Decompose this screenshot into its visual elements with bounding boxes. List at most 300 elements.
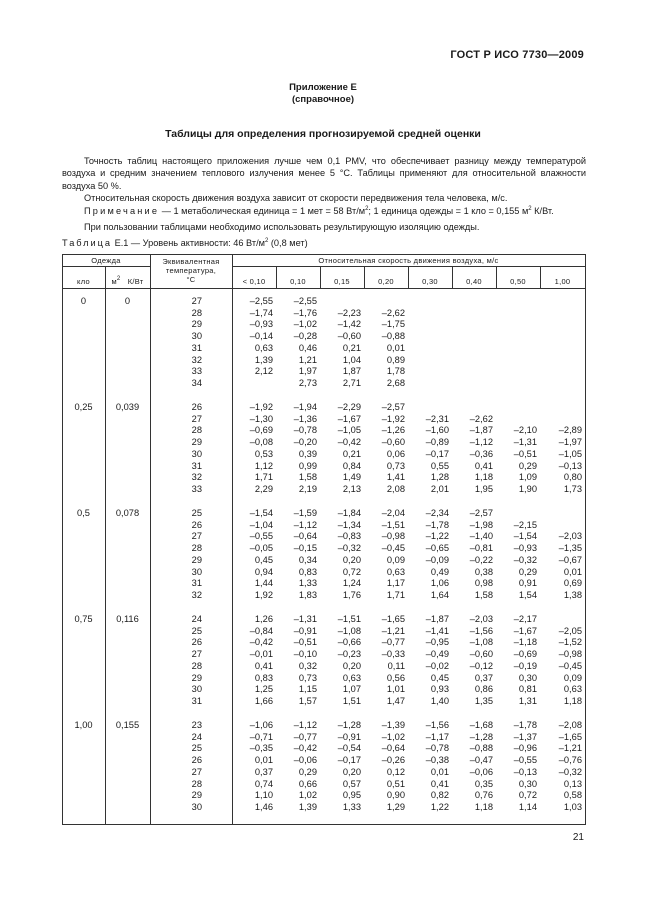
- pmv-cell: –2,55: [249, 296, 273, 306]
- pmv-cell: 1,06: [430, 578, 449, 589]
- pmv-cell: 0,13: [563, 778, 582, 789]
- pmv-cell: 1,76: [342, 589, 361, 600]
- pmv-cell: –1,59: [293, 508, 317, 518]
- pmv-cell: –2,15: [513, 519, 537, 530]
- speed-header-divider: [232, 266, 586, 267]
- pmv-cell: [408, 378, 449, 389]
- pmv-cell: 2,29: [254, 483, 273, 494]
- pmv-cell: 0,95: [342, 790, 361, 801]
- pmv-cell: –0,66: [337, 637, 361, 648]
- pmv-cell: [540, 520, 582, 531]
- header-m2: м: [111, 277, 117, 286]
- pmv-cell: –0,60: [337, 331, 361, 342]
- temperature-cell: 25: [191, 743, 202, 754]
- pmv-cell: 1,33: [298, 578, 317, 589]
- pmv-cell: –0,89: [425, 437, 449, 448]
- pmv-cell: 0,01: [430, 766, 449, 777]
- pmv-cell: 0,66: [298, 778, 317, 789]
- pmv-cell: –0,08: [249, 437, 273, 448]
- table-left-border: [62, 254, 63, 824]
- pmv-cell: –0,96: [513, 743, 537, 754]
- pmv-cell: –0,67: [558, 554, 582, 565]
- pmv-cell: 0,32: [298, 660, 317, 671]
- temperature-cell: 29: [191, 672, 202, 683]
- pmv-cell: 1,87: [342, 366, 361, 377]
- temperature-cell: 26: [191, 402, 202, 412]
- pmv-cell: –1,21: [558, 743, 582, 754]
- pmv-cell: –0,49: [425, 649, 449, 660]
- pmv-cell: –1,87: [469, 425, 493, 436]
- pmv-cell: 1,24: [342, 578, 361, 589]
- pmv-cell: 0,93: [430, 684, 449, 695]
- pmv-cell: 1,12: [254, 460, 273, 471]
- pmv-cell: –1,08: [469, 637, 493, 648]
- pmv-cell: 0,91: [518, 578, 537, 589]
- pmv-cell: –1,21: [381, 625, 405, 636]
- pmv-cell: –1,97: [558, 437, 582, 448]
- pmv-cell: –0,88: [381, 331, 405, 342]
- pmv-cell: –1,92: [249, 402, 273, 412]
- pmv-cell: 1,26: [254, 614, 273, 624]
- pmv-cell: 1,95: [474, 483, 493, 494]
- pmv-cell: 0,46: [298, 342, 317, 353]
- pmv-cell: 0,63: [563, 684, 582, 695]
- table-caption-label: Таблица: [62, 238, 113, 248]
- pmv-cell: 1,39: [298, 801, 317, 812]
- pmv-cell: –2,17: [513, 614, 537, 624]
- temperature-cell: 29: [191, 437, 202, 448]
- pmv-cell: 0,51: [386, 778, 405, 789]
- temperature-cell: 33: [191, 366, 202, 377]
- pmv-cell: 2,19: [298, 483, 317, 494]
- pmv-cell: –0,93: [513, 543, 537, 554]
- pmv-cell: 1,31: [518, 695, 537, 706]
- pmv-cell: –0,32: [337, 543, 361, 554]
- pmv-cell: [232, 378, 273, 389]
- pmv-cell: 1,64: [430, 589, 449, 600]
- pmv-cell: –0,98: [558, 649, 582, 660]
- table-top-border: [62, 254, 586, 255]
- pmv-cell: –0,55: [513, 755, 537, 766]
- pmv-cell: [540, 378, 582, 389]
- pmv-cell: –1,05: [337, 425, 361, 436]
- speed-header-divider: [452, 266, 453, 288]
- table-bottom-border: [62, 824, 586, 825]
- pmv-cell: 1,78: [386, 366, 405, 377]
- pmv-cell: 1,71: [386, 589, 405, 600]
- pmv-cell: –2,31: [425, 413, 449, 424]
- temperature-cell: 29: [191, 319, 202, 330]
- pmv-cell: –0,76: [558, 755, 582, 766]
- table-caption-text-a: Е.1 — Уровень активности: 46 Вт/м: [112, 238, 265, 248]
- pmv-cell: –0,14: [249, 331, 273, 342]
- pmv-cell: –0,45: [558, 660, 582, 671]
- pmv-cell: –1,26: [381, 425, 405, 436]
- pmv-cell: –0,64: [381, 743, 405, 754]
- pmv-cell: [408, 366, 449, 377]
- pmv-cell: 0,72: [342, 566, 361, 577]
- temperature-cell: 27: [191, 531, 202, 542]
- pmv-cell: –1,74: [249, 307, 273, 318]
- speed-header-divider: [276, 266, 277, 288]
- header-temp-line1: Эквивалентная: [162, 257, 220, 266]
- pmv-cell: –1,36: [293, 413, 317, 424]
- pmv-cell: –0,45: [381, 543, 405, 554]
- pmv-cell: 0,20: [342, 554, 361, 565]
- pmv-cell: [540, 308, 582, 319]
- table-caption-text-b: (0,8 мет): [268, 238, 308, 248]
- pmv-cell: –0,01: [249, 649, 273, 660]
- pmv-cell: 2,12: [254, 366, 273, 377]
- pmv-cell: –0,51: [293, 637, 317, 648]
- pmv-cell: 0,30: [518, 778, 537, 789]
- pmv-cell: –0,20: [293, 437, 317, 448]
- pmv-cell: [496, 319, 537, 330]
- pmv-cell: –1,12: [293, 519, 317, 530]
- pmv-cell: 0,63: [254, 342, 273, 353]
- header-m2kw: [105, 277, 150, 286]
- temperature-cell: 30: [191, 448, 202, 459]
- temperature-cell: 28: [191, 778, 202, 789]
- pmv-cell: 1,58: [298, 472, 317, 483]
- temperature-cell: 24: [191, 614, 202, 624]
- pmv-cell: –1,18: [513, 637, 537, 648]
- pmv-cell: –0,32: [558, 766, 582, 777]
- pmv-cell: 0,35: [474, 778, 493, 789]
- pmv-cell: 1,29: [386, 801, 405, 812]
- pmv-cell: –1,06: [249, 720, 273, 730]
- pmv-cell: 0,11: [387, 660, 405, 671]
- pmv-cell: –0,13: [513, 766, 537, 777]
- temperature-cell: 29: [191, 554, 202, 565]
- pmv-cell: –2,05: [558, 625, 582, 636]
- pmv-cell: 1,39: [254, 354, 273, 365]
- pmv-cell: [540, 402, 582, 413]
- paragraph-air-speed: Относительная скорость движения воздуха зависит от скорости передвижения тела человека, м/с.: [84, 193, 508, 203]
- pmv-cell: –0,77: [293, 731, 317, 742]
- speed-header-5: 0,40: [466, 277, 482, 286]
- pmv-cell: –0,69: [249, 425, 273, 436]
- pmv-cell: [496, 331, 537, 342]
- pmv-cell: [452, 366, 493, 377]
- pmv-cell: 0,89: [386, 354, 405, 365]
- pmv-cell: [452, 308, 493, 319]
- pmv-cell: 0,86: [474, 684, 493, 695]
- pmv-cell: –1,28: [469, 731, 493, 742]
- temperature-cell: 27: [191, 296, 202, 306]
- pmv-cell: –0,09: [425, 554, 449, 565]
- pmv-cell: –1,75: [381, 319, 405, 330]
- pmv-cell: –0,71: [249, 731, 273, 742]
- pmv-cell: [452, 402, 493, 413]
- pmv-cell: 0,41: [430, 778, 449, 789]
- pmv-cell: 0,37: [254, 766, 273, 777]
- pmv-cell: 1,18: [563, 695, 582, 706]
- pmv-cell: 1,03: [563, 801, 582, 812]
- pmv-cell: –1,30: [249, 413, 273, 424]
- pmv-cell: –0,13: [558, 460, 582, 471]
- pmv-cell: 0,84: [342, 460, 361, 471]
- pmv-cell: 0,20: [342, 660, 361, 671]
- note-label: Примечание: [84, 206, 160, 216]
- pmv-cell: [408, 308, 449, 319]
- temperature-cell: 23: [191, 720, 202, 730]
- pmv-cell: –0,77: [381, 637, 405, 648]
- pmv-cell: 0,58: [563, 790, 582, 801]
- pmv-cell: 1,09: [518, 472, 537, 483]
- pmv-cell: 0,81: [518, 684, 537, 695]
- temperature-cell: 26: [191, 637, 202, 648]
- pmv-cell: [408, 331, 449, 342]
- pmv-cell: 0,01: [386, 342, 405, 353]
- pmv-cell: –2,03: [469, 614, 493, 624]
- pmv-cell: –0,05: [249, 543, 273, 554]
- pmv-cell: 0,53: [254, 448, 273, 459]
- pmv-cell: 1,35: [474, 695, 493, 706]
- pmv-cell: –1,40: [469, 531, 493, 542]
- header-m2-sup: 2: [116, 276, 121, 282]
- pmv-cell: 0,20: [342, 766, 361, 777]
- temperature-cell: 31: [191, 695, 202, 706]
- speed-header-divider: [364, 266, 365, 288]
- pmv-cell: –0,95: [425, 637, 449, 648]
- pmv-cell: –0,47: [469, 755, 493, 766]
- temperature-cell: 32: [191, 472, 202, 483]
- temperature-cell: 29: [191, 790, 202, 801]
- temperature-cell: 28: [191, 543, 202, 554]
- clothing-klo: 0: [80, 296, 87, 306]
- pmv-cell: –1,17: [425, 731, 449, 742]
- pmv-cell: 1,46: [254, 801, 273, 812]
- clothing-m2kw: 0,116: [116, 614, 139, 624]
- temperature-cell: 31: [191, 460, 202, 471]
- pmv-cell: 1,10: [254, 790, 273, 801]
- pmv-cell: –0,60: [381, 437, 405, 448]
- pmv-cell: 0,37: [474, 672, 493, 683]
- pmv-cell: [496, 343, 537, 354]
- pmv-cell: 0,45: [430, 672, 449, 683]
- pmv-cell: 0,09: [386, 554, 405, 565]
- temperature-cell: 33: [191, 483, 202, 494]
- pmv-cell: –0,64: [293, 531, 317, 542]
- clothing-klo: 0,25: [74, 402, 93, 412]
- pmv-cell: –0,83: [337, 531, 361, 542]
- pmv-cell: [452, 331, 493, 342]
- pmv-cell: –1,54: [249, 508, 273, 518]
- pmv-cell: [452, 378, 493, 389]
- pmv-cell: 1,18: [474, 801, 493, 812]
- pmv-cell: –0,88: [469, 743, 493, 754]
- pmv-cell: 0,41: [474, 460, 493, 471]
- pmv-cell: 1,28: [430, 472, 449, 483]
- pmv-cell: –1,54: [513, 531, 537, 542]
- pmv-cell: [452, 319, 493, 330]
- note-text-a: — 1 метаболическая единица = 1 мет = 58 Вт/м: [159, 206, 366, 216]
- temperature-cell: 34: [191, 377, 202, 388]
- clothing-klo: 0,75: [74, 614, 93, 624]
- pmv-cell: –1,12: [469, 437, 493, 448]
- pmv-cell: 1,49: [342, 472, 361, 483]
- pmv-cell: 1,21: [298, 354, 317, 365]
- pmv-cell: 0,29: [518, 566, 537, 577]
- pmv-cell: [364, 296, 405, 307]
- pmv-cell: –2,89: [558, 425, 582, 436]
- pmv-cell: 0,29: [298, 766, 317, 777]
- temperature-cell: 25: [191, 508, 202, 518]
- pmv-cell: [408, 343, 449, 354]
- pmv-cell: –0,10: [293, 649, 317, 660]
- clothing-m2kw: 0,155: [115, 720, 140, 730]
- pmv-cell: –0,65: [425, 543, 449, 554]
- pmv-cell: –0,78: [425, 743, 449, 754]
- pmv-cell: –1,94: [293, 402, 317, 412]
- pmv-cell: 0,38: [474, 566, 493, 577]
- document-header: ГОСТ Р ИСО 7730—2009: [450, 49, 584, 61]
- pmv-cell: [452, 296, 493, 307]
- pmv-cell: –0,06: [293, 755, 317, 766]
- pmv-cell: 0,29: [518, 460, 537, 471]
- temperature-cell: 27: [191, 766, 202, 777]
- temperature-cell: 26: [191, 519, 202, 530]
- pmv-cell: –0,19: [513, 660, 537, 671]
- pmv-cell: –1,31: [513, 437, 537, 448]
- temperature-cell: 25: [191, 625, 202, 636]
- pmv-cell: 0,83: [298, 566, 317, 577]
- pmv-cell: –2,23: [337, 307, 361, 318]
- pmv-cell: [408, 402, 449, 413]
- pmv-cell: [408, 319, 449, 330]
- pmv-cell: 0,80: [563, 472, 582, 483]
- pmv-cell: 0,56: [386, 672, 405, 683]
- temperature-cell: 31: [191, 578, 202, 589]
- pmv-cell: –1,08: [337, 625, 361, 636]
- pmv-cell: 2,73: [298, 377, 317, 388]
- pmv-cell: 0,45: [254, 554, 273, 565]
- pmv-cell: 1,33: [342, 801, 361, 812]
- header-clothing: Одежда: [91, 256, 121, 265]
- section-title: Таблицы для определения прогнозируемой средней оценки: [165, 128, 481, 140]
- pmv-cell: –0,17: [337, 755, 361, 766]
- pmv-cell: –2,62: [469, 413, 493, 424]
- pmv-cell: 2,01: [430, 483, 449, 494]
- pmv-cell: –1,60: [425, 425, 449, 436]
- pmv-cell: –1,98: [469, 519, 493, 530]
- pmv-cell: –1,51: [381, 519, 405, 530]
- pmv-cell: [540, 366, 582, 377]
- pmv-cell: 1,51: [342, 695, 361, 706]
- pmv-cell: 1,04: [342, 354, 361, 365]
- pmv-cell: 0,34: [298, 554, 317, 565]
- pmv-cell: 1,71: [254, 472, 273, 483]
- pmv-cell: 0,49: [430, 566, 449, 577]
- speed-header-7: 1,00: [554, 277, 571, 286]
- pmv-cell: –1,34: [337, 519, 361, 530]
- pmv-cell: –1,56: [425, 720, 449, 730]
- pmv-cell: –2,55: [293, 296, 317, 306]
- pmv-cell: 0,74: [254, 778, 273, 789]
- pmv-cell: [452, 343, 493, 354]
- temperature-cell: 32: [191, 589, 202, 600]
- pmv-cell: [496, 414, 537, 425]
- pmv-cell: 1,22: [430, 801, 449, 812]
- pmv-cell: 1,54: [518, 589, 537, 600]
- pmv-cell: –1,65: [558, 731, 582, 742]
- pmv-cell: [540, 331, 582, 342]
- temperature-cell: 30: [191, 331, 202, 342]
- pmv-cell: 0,63: [386, 566, 405, 577]
- pmv-cell: [540, 414, 582, 425]
- table-caption-sup: 2: [264, 238, 269, 244]
- pmv-cell: –0,84: [249, 625, 273, 636]
- pmv-cell: 1,01: [386, 684, 405, 695]
- pmv-cell: 1,83: [298, 589, 317, 600]
- pmv-cell: –1,22: [425, 531, 449, 542]
- paragraph-accuracy: Точность таблиц настоящего приложения лучше чем 0,1 PMV, что обеспечивает разницу между температурой воздуха и средним значением теплового излучения менее 5 °С. Таблицы применяют для относительной влажности воздуха 50 %.: [62, 156, 586, 191]
- pmv-cell: –1,78: [425, 519, 449, 530]
- pmv-cell: –1,42: [337, 319, 361, 330]
- note-text-b: ; 1 единица одежды = 1 кло = 0,155 м: [368, 206, 529, 216]
- header-air-speed: Относительная скорость движения воздуха, м/с: [318, 256, 499, 265]
- clothing-m2kw: 0,078: [115, 508, 140, 518]
- pmv-cell: 0,21: [342, 342, 361, 353]
- pmv-cell: [540, 296, 582, 307]
- pmv-cell: –2,62: [381, 307, 405, 318]
- pmv-cell: [540, 614, 582, 625]
- temperature-cell: 32: [191, 354, 202, 365]
- pmv-cell: –0,51: [513, 448, 537, 459]
- pmv-cell: [496, 366, 537, 377]
- pmv-cell: –1,28: [337, 720, 361, 730]
- pmv-cell: [496, 508, 537, 519]
- pmv-cell: 0,21: [342, 448, 361, 459]
- pmv-cell: 1,73: [563, 483, 582, 494]
- pmv-cell: –1,35: [558, 543, 582, 554]
- pmv-cell: 1,44: [254, 578, 273, 589]
- pmv-cell: –1,37: [513, 731, 537, 742]
- temperature-cell: 27: [191, 649, 202, 660]
- temperature-cell: 24: [191, 731, 202, 742]
- pmv-cell: 1,66: [254, 695, 273, 706]
- pmv-cell: –1,68: [469, 720, 493, 730]
- pmv-cell: 0,06: [386, 448, 405, 459]
- clothing-m2kw: 0,039: [115, 402, 140, 412]
- speed-header-1: 0,10: [290, 277, 306, 286]
- speed-header-divider: [320, 266, 321, 288]
- pmv-cell: 0,76: [474, 790, 493, 801]
- pmv-cell: 1,41: [386, 472, 405, 483]
- pmv-cell: 1,38: [563, 589, 582, 600]
- pmv-cell: –0,78: [293, 425, 317, 436]
- pmv-cell: –0,06: [469, 766, 493, 777]
- pmv-cell: 1,18: [474, 472, 493, 483]
- pmv-cell: 0,72: [518, 790, 537, 801]
- clothing-klo: 1,00: [74, 720, 93, 730]
- temperature-cell: 31: [191, 342, 202, 353]
- pmv-cell: [408, 355, 449, 366]
- table-header-bottom: [62, 288, 586, 289]
- pmv-cell: –0,60: [469, 649, 493, 660]
- pmv-cell: –0,91: [337, 731, 361, 742]
- speed-header-3: 0,20: [378, 277, 394, 286]
- pmv-cell: [408, 296, 449, 307]
- pmv-cell: –1,41: [425, 625, 449, 636]
- clothing-m2kw: 0: [124, 296, 131, 306]
- header-temp-line2: температура,: [165, 266, 217, 275]
- pmv-cell: 0,94: [254, 566, 273, 577]
- page-number: 21: [572, 832, 584, 843]
- pmv-cell: –0,26: [381, 755, 405, 766]
- pmv-cell: 1,02: [298, 790, 317, 801]
